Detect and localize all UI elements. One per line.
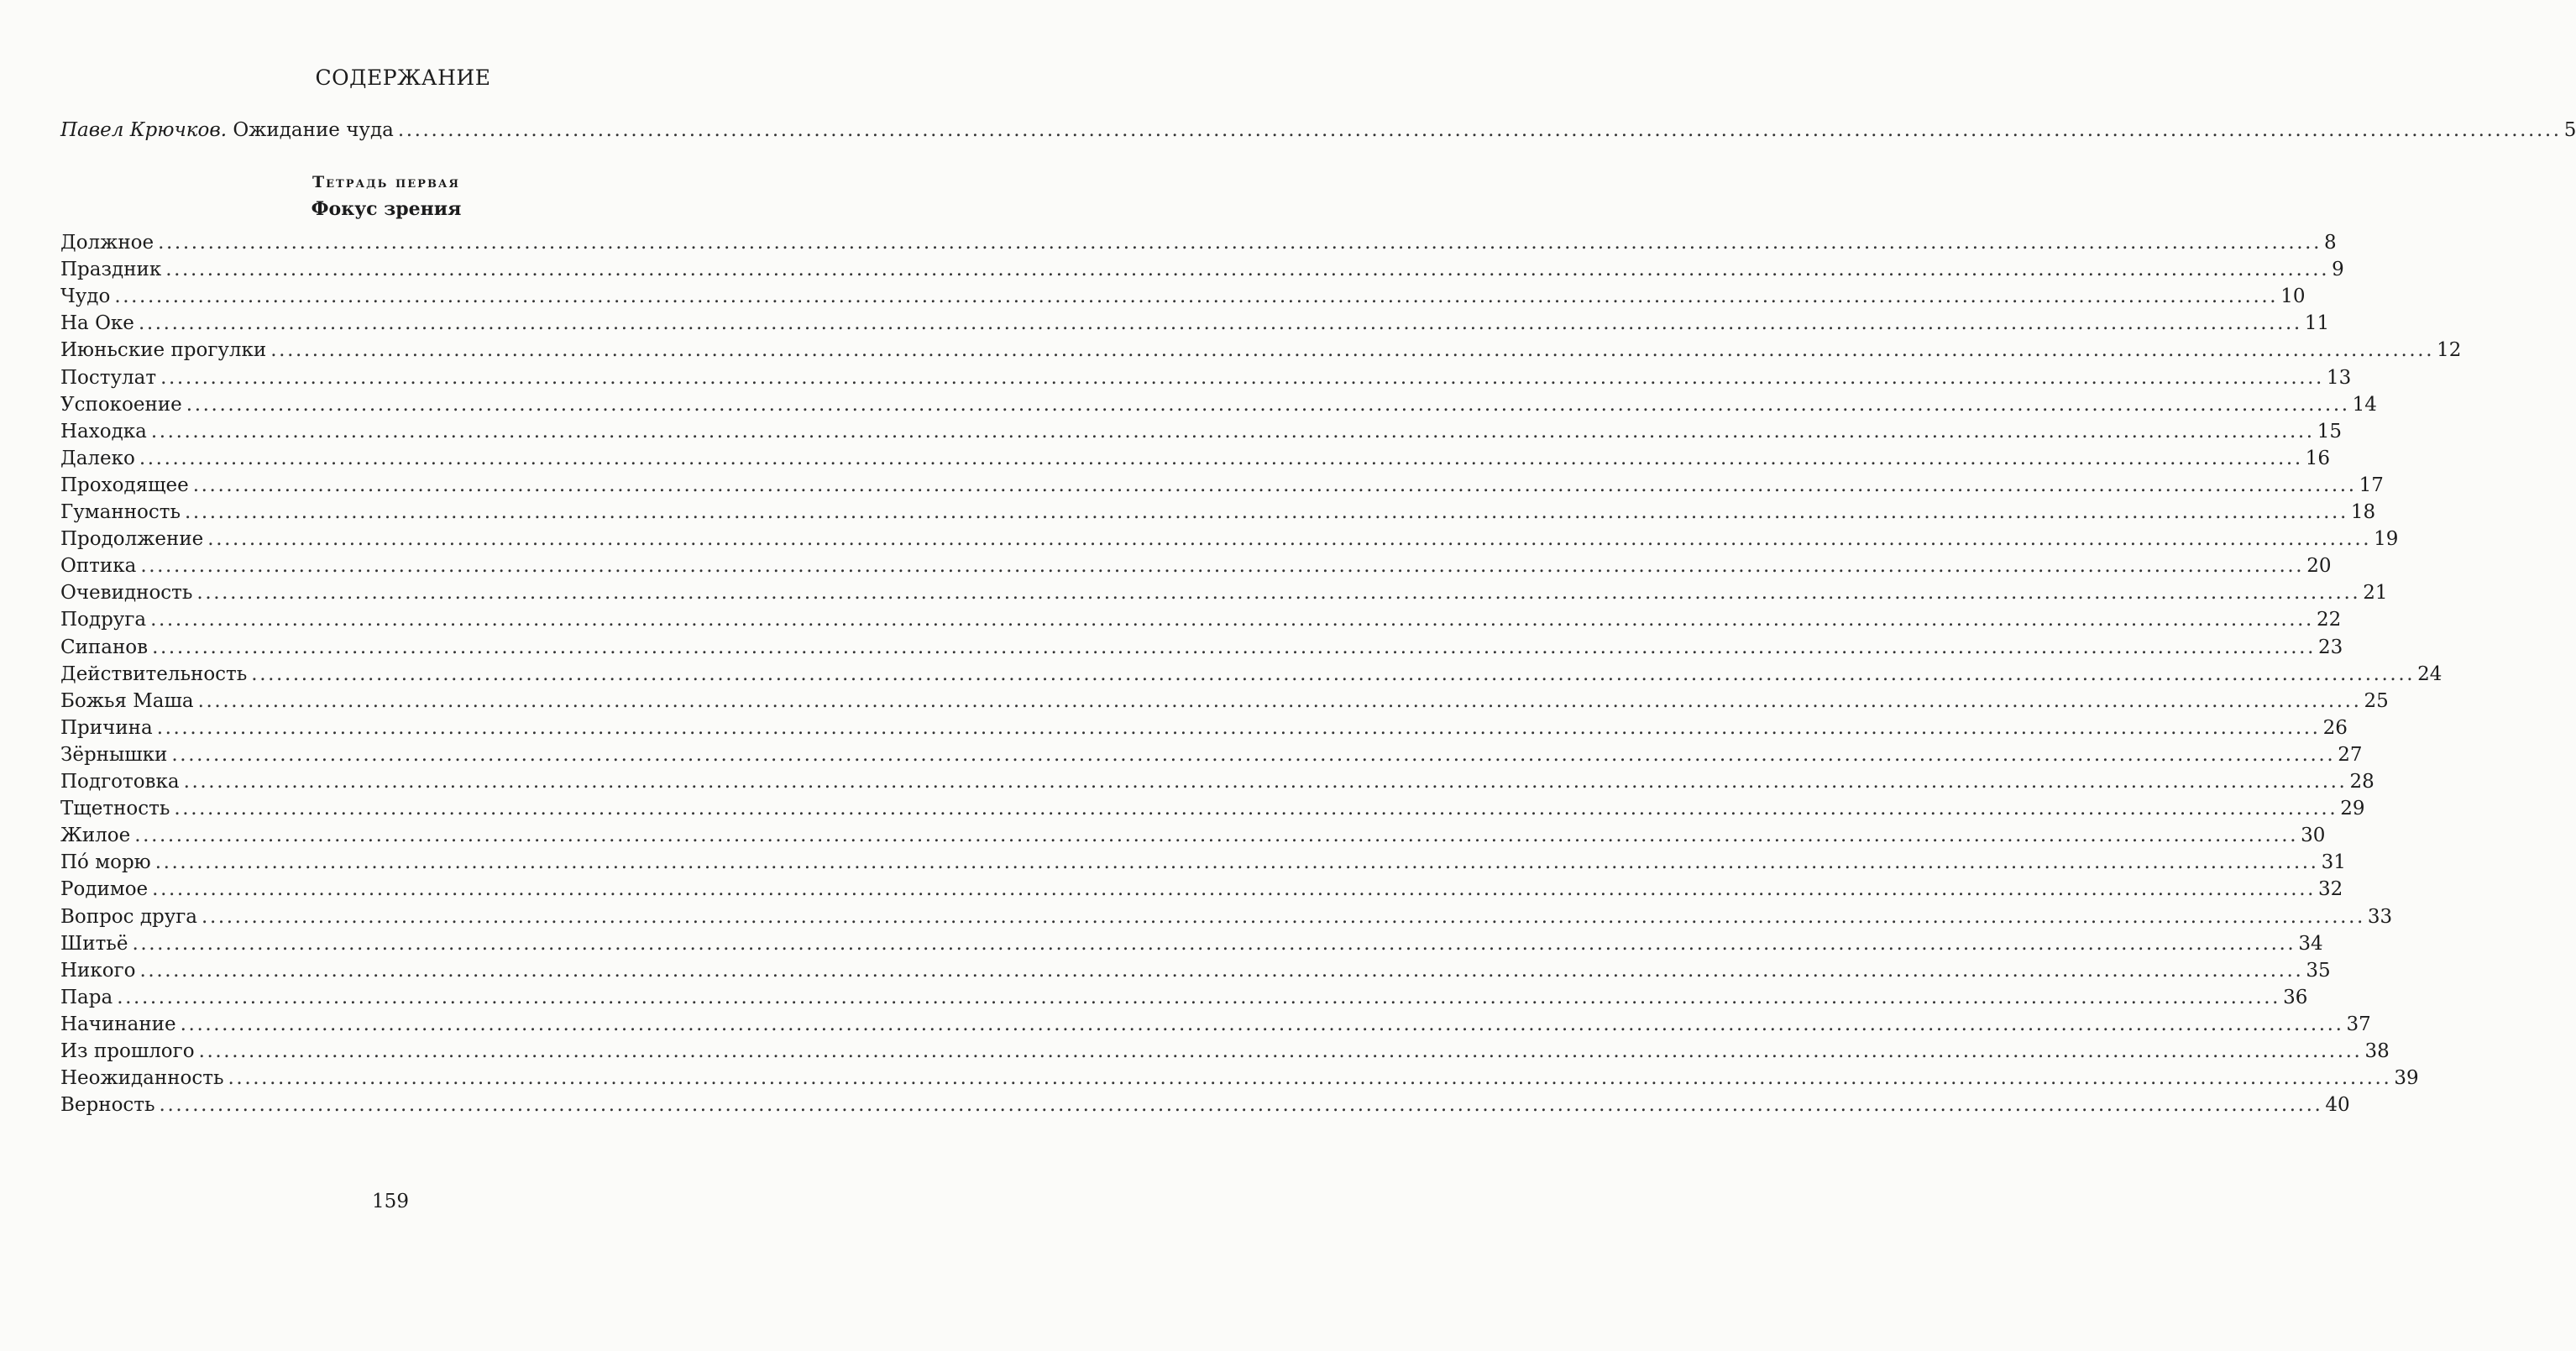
entry-page-number: 24 — [2417, 662, 2442, 685]
dot-leader: .................................................................................................................................................................................................................................................................... — [140, 555, 2305, 578]
dot-leader: .................................................................................................................................................................................................................................................................... — [156, 716, 2321, 739]
dot-leader: .................................................................................................................................................................................................................................................................... — [171, 743, 2336, 766]
page-number: 159 — [372, 1191, 409, 1212]
dot-leader: .................................................................................................................................................................................................................................................................... — [196, 582, 2361, 605]
dot-leader: .................................................................................................................................................................................................................................................................... — [117, 986, 2281, 1008]
dot-leader: .................................................................................................................................................................................................................................................................... — [185, 501, 2348, 523]
entry-title: Должное — [60, 232, 154, 254]
entry-title: Жилое — [60, 825, 131, 847]
entry-title: Подготовка — [60, 771, 180, 793]
entry-title: Гуманность — [60, 501, 181, 523]
toc-entry[interactable] — [60, 959, 2331, 988]
dot-leader: .................................................................................................................................................................................................................................................................... — [165, 259, 2330, 281]
toc-entry[interactable] — [60, 932, 2323, 961]
toc-entry[interactable] — [60, 582, 2388, 610]
dot-leader: .................................................................................................................................................................................................................................................................... — [160, 366, 2324, 389]
foreword-title: Ожидание чуда — [227, 119, 394, 141]
dot-leader: .................................................................................................................................................................................................................................................................... — [139, 959, 2304, 982]
dot-leader: .................................................................................................................................................................................................................................................................... — [159, 1094, 2323, 1117]
entry-title: Верность — [60, 1094, 155, 1117]
entry-title: Начинание — [60, 1013, 176, 1035]
dot-leader: .................................................................................................................................................................................................................................................................... — [186, 393, 2350, 416]
foreword-label — [60, 119, 394, 141]
toc-entry[interactable] — [60, 905, 2393, 935]
section-label: Тетрадь первая — [312, 173, 460, 191]
toc-entry[interactable] — [60, 259, 2344, 287]
entry-page-number: 28 — [2349, 771, 2374, 793]
entry-title: На Оке — [60, 312, 134, 335]
toc-entry[interactable] — [60, 771, 2374, 799]
dot-leader: .................................................................................................................................................................................................................................................................... — [139, 447, 2303, 469]
entry-page-number: 12 — [2437, 339, 2462, 362]
toc-entry[interactable] — [60, 366, 2352, 395]
entry-title: По́ морю — [60, 851, 151, 874]
entry-title: Вопрос друга — [60, 905, 198, 928]
dot-leader: .................................................................................................................................................................................................................................................................... — [152, 878, 2317, 901]
toc-entry[interactable] — [60, 851, 2346, 880]
entry-page-number: 27 — [2338, 743, 2363, 766]
toc-entry[interactable] — [60, 528, 2399, 557]
dot-leader: .................................................................................................................................................................................................................................................................... — [114, 285, 2279, 308]
entry-page-number: 35 — [2306, 959, 2331, 982]
entry-title: Зёрнышки — [60, 743, 168, 766]
dot-leader: .................................................................................................................................................................................................................................................................... — [183, 771, 2348, 793]
entry-page-number: 8 — [2323, 232, 2337, 254]
section-title: Фокус зрения — [311, 198, 462, 220]
entry-title: Никого — [60, 959, 136, 982]
entry-page-number: 31 — [2321, 851, 2346, 874]
entry-page-number: 16 — [2305, 447, 2331, 469]
entry-page-number: 29 — [2340, 798, 2365, 820]
entry-title: Шитьё — [60, 932, 128, 955]
entry-page-number: 40 — [2325, 1094, 2350, 1117]
dot-leader: .................................................................................................................................................................................................................................................................... — [270, 339, 2435, 362]
entry-page-number: 32 — [2318, 878, 2343, 901]
entry-title: Родимое — [60, 878, 149, 901]
dot-leader: .................................................................................................................................................................................................................................................................... — [180, 1013, 2344, 1035]
toc-entry[interactable] — [60, 825, 2326, 853]
toc-entry[interactable] — [60, 689, 2389, 719]
entry-page-number: 14 — [2352, 393, 2377, 416]
toc-entry[interactable] — [60, 1040, 2390, 1069]
entry-page-number: 23 — [2317, 636, 2343, 658]
entry-title: Оптика — [60, 555, 137, 578]
dot-leader: .................................................................................................................................................................................................................................................................... — [152, 636, 2316, 658]
toc-entry[interactable] — [60, 393, 2377, 422]
entry-title: Проходящее — [60, 474, 189, 496]
dot-leader: .................................................................................................................................................................................................................................................................... — [207, 528, 2372, 551]
toc-entry[interactable] — [60, 420, 2342, 449]
entry-page-number: 30 — [2301, 825, 2326, 847]
page-title: СОДЕРЖАНИЕ — [315, 65, 491, 90]
entry-page-number: 15 — [2317, 420, 2342, 442]
entry-title: Успокоение — [60, 393, 182, 416]
entry-title: Пара — [60, 986, 113, 1008]
toc-entry[interactable] — [60, 798, 2365, 826]
toc-entry[interactable] — [60, 662, 2442, 692]
dot-leader: .................................................................................................................................................................................................................................................................... — [192, 474, 2357, 496]
entry-page-number: 9 — [2332, 259, 2344, 281]
entry-title: Чудо — [60, 285, 111, 308]
entry-title: Постулат — [60, 366, 157, 389]
dot-leader: .................................................................................................................................................................................................................................................................... — [397, 119, 2562, 141]
toc-entry[interactable] — [60, 636, 2343, 665]
entry-page-number: 37 — [2346, 1013, 2371, 1035]
entry-title: Находка — [60, 420, 147, 442]
entry-title: Сипанов — [60, 636, 149, 658]
entry-title: Неожиданность — [60, 1067, 224, 1090]
entry-title: Праздник — [60, 259, 162, 281]
toc-entry[interactable] — [60, 1013, 2371, 1042]
entry-page-number: 18 — [2350, 501, 2376, 523]
entry-page-number: 34 — [2298, 932, 2323, 955]
entry-title: Июньские прогулки — [60, 339, 267, 362]
dot-leader: .................................................................................................................................................................................................................................................................... — [228, 1067, 2392, 1090]
toc-entry[interactable] — [60, 878, 2343, 907]
entry-page-number: 21 — [2363, 582, 2388, 605]
entry-page-number: 13 — [2326, 366, 2352, 389]
entry-page-number: 11 — [2304, 312, 2330, 335]
dot-leader: .................................................................................................................................................................................................................................................................... — [134, 825, 2299, 847]
foreword-page-number: 5 — [2563, 119, 2576, 141]
dot-leader: .................................................................................................................................................................................................................................................................... — [154, 851, 2319, 874]
dot-leader: .................................................................................................................................................................................................................................................................... — [197, 689, 2362, 712]
entry-page-number: 10 — [2280, 285, 2306, 308]
toc-entry[interactable] — [60, 474, 2384, 503]
entry-page-number: 20 — [2306, 555, 2332, 578]
toc-entry[interactable] — [60, 555, 2332, 584]
entry-page-number: 39 — [2394, 1067, 2419, 1090]
dot-leader: .................................................................................................................................................................................................................................................................... — [251, 662, 2416, 685]
toc-entry[interactable] — [60, 1094, 2350, 1123]
foreword-author: Павел Крючков. — [60, 119, 228, 141]
dot-leader: .................................................................................................................................................................................................................................................................... — [202, 905, 2365, 928]
toc-entry[interactable] — [60, 743, 2363, 772]
entry-page-number: 22 — [2316, 609, 2342, 631]
entry-page-number: 38 — [2364, 1040, 2390, 1062]
toc-entry[interactable] — [60, 501, 2376, 530]
dot-leader: .................................................................................................................................................................................................................................................................... — [174, 798, 2338, 820]
toc-entry[interactable] — [60, 312, 2330, 341]
foreword-entry[interactable] — [60, 119, 2576, 148]
toc-entry[interactable] — [60, 285, 2306, 314]
dot-leader: .................................................................................................................................................................................................................................................................... — [198, 1040, 2363, 1062]
toc-entry[interactable] — [60, 609, 2342, 637]
dot-leader: .................................................................................................................................................................................................................................................................... — [150, 420, 2315, 442]
entry-title: Далеко — [60, 447, 135, 469]
entry-title: Действительность — [60, 662, 248, 685]
toc-entry[interactable] — [60, 232, 2337, 260]
toc-entry[interactable] — [60, 1067, 2419, 1096]
entry-page-number: 33 — [2367, 905, 2393, 928]
toc-entry[interactable] — [60, 339, 2462, 368]
dot-leader: .................................................................................................................................................................................................................................................................... — [138, 312, 2302, 335]
entry-title: Причина — [60, 716, 153, 739]
entry-page-number: 26 — [2322, 716, 2348, 739]
toc-entry[interactable] — [60, 716, 2348, 746]
entry-page-number: 36 — [2283, 986, 2308, 1008]
dot-leader: .................................................................................................................................................................................................................................................................... — [150, 609, 2314, 631]
dot-leader: .................................................................................................................................................................................................................................................................... — [158, 232, 2322, 254]
entry-title: Продолжение — [60, 528, 204, 551]
toc-entry[interactable] — [60, 447, 2331, 476]
dot-leader: .................................................................................................................................................................................................................................................................... — [132, 932, 2296, 955]
entry-page-number: 17 — [2359, 474, 2384, 496]
entry-page-number: 19 — [2374, 528, 2399, 551]
entry-title: Подруга — [60, 609, 147, 631]
toc-entry[interactable] — [60, 986, 2308, 1015]
entry-title: Тщетность — [60, 798, 170, 820]
entry-page-number: 25 — [2364, 689, 2389, 712]
entry-title: Божья Маша — [60, 689, 194, 712]
entry-title: Из прошлого — [60, 1040, 195, 1062]
entry-title: Очевидность — [60, 582, 193, 605]
